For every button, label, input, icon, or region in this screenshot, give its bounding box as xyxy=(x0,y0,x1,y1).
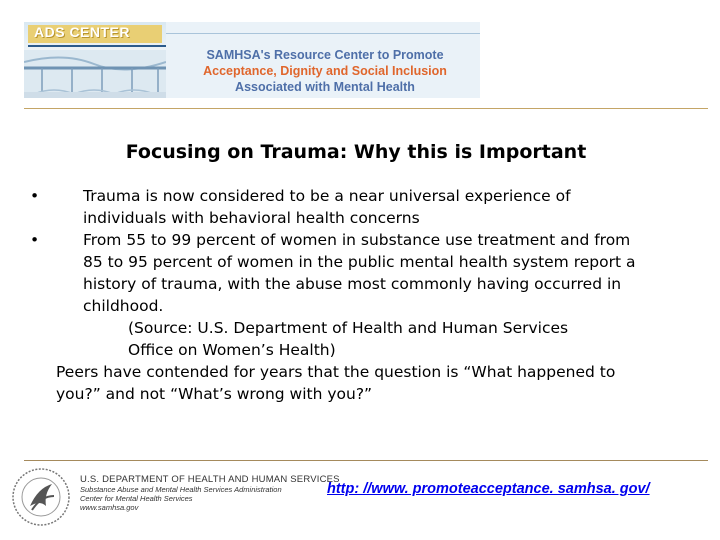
text-line: 85 to 95 percent of women in the public mental health system report a xyxy=(83,253,636,271)
text-line: From 55 to 99 percent of women in substance use treatment and from xyxy=(83,231,631,249)
text-line: Office on Women’s Health) xyxy=(128,341,336,359)
hhs-line-1: U.S. DEPARTMENT OF HEALTH AND HUMAN SERVICES xyxy=(80,474,340,485)
hhs-line-3: Center for Mental Health Services xyxy=(80,494,193,503)
banner-line-3: Associated with Mental Health xyxy=(235,80,415,94)
hhs-line-2: Substance Abuse and Mental Health Services Administration xyxy=(80,485,282,494)
bullet-icon: • xyxy=(30,187,40,205)
bullet-item-2 xyxy=(30,229,690,317)
text-line: childhood. xyxy=(83,297,164,315)
slide-body xyxy=(30,185,690,405)
bullet-icon: • xyxy=(30,231,40,249)
text-line: history of trauma, with the abuse most commonly having occurred in xyxy=(83,275,622,293)
ads-center-logo: ADS CENTER xyxy=(34,24,131,40)
closing-paragraph xyxy=(30,361,690,405)
hhs-line-4: www.samhsa.gov xyxy=(80,503,139,512)
header-banner xyxy=(24,22,480,98)
bullet-item-1 xyxy=(30,185,690,229)
website-link[interactable]: http: //www. promoteacceptance. samhsa. gov/ xyxy=(327,481,650,497)
banner-title xyxy=(170,47,480,95)
source-citation xyxy=(30,317,690,361)
hhs-logo-text xyxy=(80,475,340,512)
banner-line-1: SAMHSA's Resource Center to Promote xyxy=(206,48,444,62)
banner-rule xyxy=(166,33,480,34)
header-divider xyxy=(24,108,708,109)
text-line: you?” and not “What’s wrong with you?” xyxy=(56,385,373,403)
hhs-seal-icon xyxy=(10,466,72,528)
text-line: Trauma is now considered to be a near universal experience of xyxy=(83,187,571,205)
text-line: (Source: U.S. Department of Health and Human Services xyxy=(128,319,569,337)
banner-line-2: Acceptance, Dignity and Social Inclusion xyxy=(203,64,447,78)
logo-underline xyxy=(28,45,166,47)
footer-divider xyxy=(24,460,708,461)
bridge-image xyxy=(24,22,166,98)
text-line: individuals with behavioral health concerns xyxy=(83,209,420,227)
slide-title: Focusing on Trauma: Why this is Important xyxy=(125,141,587,163)
text-line: Peers have contended for years that the question is “What happened to xyxy=(56,363,616,381)
